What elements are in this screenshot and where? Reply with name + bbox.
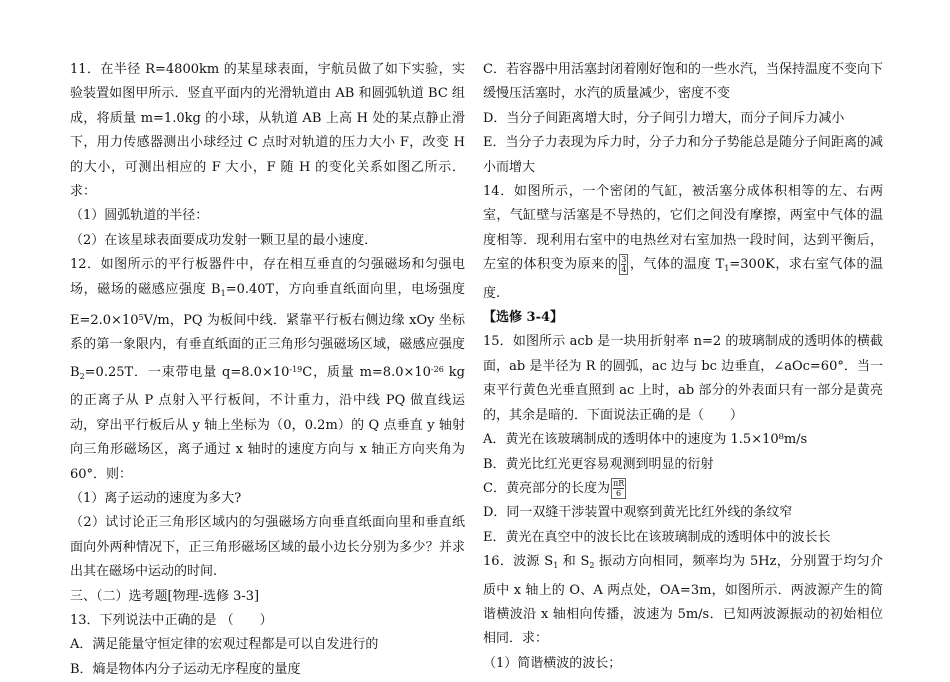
q12-sup-2: -19 xyxy=(289,364,303,374)
q11-part1: （1）圆弧轨道的半径： xyxy=(70,208,209,224)
q12-sub-2: 2 xyxy=(79,371,85,381)
q12-sup-3: -26 xyxy=(430,364,444,374)
q12-sup-1: 5 xyxy=(138,313,144,323)
q11-stem: 11．在半径 R=4800km 的某星球表面，宇航员做了如下实验，实验装置如图甲所示．竖直平面内的光滑轨道由 AB 和圆弧轨道 BC 组成，将质量 m=1.0kg 的小球，从轨道 AB 上高 H 处的某点静止滑下，用力传感器测出小球经过 C 点时对轨道的压力大小 F，改变 H 的大小，可测出相应的 F 大小，F 随 H 的变化关系如图乙所示．求： xyxy=(70,62,465,200)
q16-stem xyxy=(483,550,883,652)
q13-option-a: A．满足能量守恒定律的宏观过程都是可以自发进行的 xyxy=(70,637,379,653)
q16-part1: （1）简谐横波的波长； xyxy=(483,655,622,671)
q13-option-d: D．当分子间距离增大时，分子间引力增大，而分子间斥力减小 xyxy=(483,110,845,126)
q12-sub-1: 1 xyxy=(220,288,226,298)
q12-text-3: V/m，PQ 为板间中线．紧靠平行板右侧边缘 xOy 坐标系的第一象限内，有垂直纸面的正三角形匀强磁场区域，磁感应强度 B xyxy=(70,313,465,380)
q15-option-c-text: C．黄亮部分的长度为 xyxy=(483,480,610,496)
q13-option-e: E．当分子力表现为斥力时，分子力和分子势能总是随分子间距离的减小而增大 xyxy=(483,135,883,175)
q14-text-1: 14．如图所示，一个密闭的气缸，被活塞分成体积相等的左、右两室，气缸壁与活塞是不导热的，它们之间没有摩擦，两室中气体的温度相等．现利用右室中的电热丝对右室加热一段时间，达到平衡后，左室的体积变为原来的 xyxy=(483,184,883,273)
q12-text-1: 12．如图所示的平行板器件中，存在相互垂直的匀强磁场和匀强电场，磁场的磁感应强度 B xyxy=(70,257,465,297)
right-column xyxy=(483,58,883,676)
q12-part2: （2）试讨论正三角形区域内的匀强磁场方向垂直纸面向里和垂直纸面向外两种情况下，正三角形磁场区域的最小边长分别为多少？并求出其在磁场中运动的时间. xyxy=(70,515,465,580)
q15-fraction-den: 6 xyxy=(616,488,622,498)
q13-stem: 13．下列说法中正确的是 （ ） xyxy=(70,612,273,628)
q14-fraction-num: 3 xyxy=(621,255,627,265)
q15-fraction xyxy=(611,478,626,499)
q16-text-3: 振动方向相同，频率均为 5Hz，分别置于均匀介质中 x 轴上的 O、A 两点处，OA=3m，如图所示．两波源产生的简谐横波沿 x 轴相向传播，波速为 5m/s．已知两波源振动的初始相位相同．求： xyxy=(483,554,883,647)
q15-option-b: B．黄光比红光更容易观测到明显的衍射 xyxy=(483,456,714,472)
q16-sub-1: 1 xyxy=(553,561,559,571)
q15-option-e: E．黄光在真空中的波长比在该玻璃制成的透明体中的波长长 xyxy=(483,529,831,545)
q11-part2: （2）在该星球表面要成功发射一颗卫星的最小速度． xyxy=(70,232,378,248)
left-column xyxy=(70,58,465,682)
q15-option-c xyxy=(483,477,883,501)
q16-sub-2: 2 xyxy=(589,561,595,571)
q16-text-2: 和 S xyxy=(558,554,590,570)
q12-text-5: C，质量 m=8.0×10 xyxy=(302,364,431,380)
q14-text-2: ，气体的温度 T xyxy=(629,257,725,273)
q14-fraction-den: 4 xyxy=(621,265,627,275)
q14-fraction xyxy=(619,254,628,275)
q14-text-3: =300K，求右室气体的温度. xyxy=(483,257,883,301)
q14-sub: 1 xyxy=(724,264,730,274)
section-heading-3-3: 三、（二）选考题[物理-选修 3-3] xyxy=(70,588,260,604)
q13-option-c: C．若容器中用活塞封闭着刚好饱和的一些水汽，当保持温度不变向下缓慢压活塞时，水汽的质量减少，密度不变 xyxy=(483,62,883,102)
q12-text-2: =0.40T，方向垂直纸面向里，电场强度 E=2.0×10 xyxy=(70,281,466,329)
q15-option-d: D．同一双缝干涉装置中观察到黄光比红外线的条纹窄 xyxy=(483,505,793,521)
q12-text-6: kg 的正离子从 P 点射入平行板间，不计重力，沿中线 PQ 做直线运动，穿出平行板后从 y 轴上坐标为（0，0.2m）的 Q 点垂直 y 轴射向三角形磁场区，离子通过 x 轴时的速度方向与 x 轴正方向夹角为 60°．则： xyxy=(70,364,465,482)
q16-text-1: 16．波源 S xyxy=(483,554,554,570)
q15-option-a: A．黄光在该玻璃制成的透明体中的速度为 1.5×10⁸m/s xyxy=(483,432,808,448)
q12-text-4: =0.25T．一束带电量 q=8.0×10 xyxy=(84,364,290,380)
q12-part1: （1）离子运动的速度为多大? xyxy=(70,490,242,506)
q12-stem xyxy=(70,253,465,487)
q14-stem xyxy=(483,180,883,306)
section-heading-3-4: 【选修 3-4】 xyxy=(483,310,564,326)
q15-fraction-num: πR xyxy=(612,478,625,488)
q13-option-b: B．熵是物体内分子运动无序程度的量度 xyxy=(70,661,301,677)
q15-stem: 15．如图所示 acb 是一块用折射率 n=2 的玻璃制成的透明体的横截面，ab 是半径为 R 的圆弧，ac 边与 bc 边垂直，∠aOc=60°．当一束平行黄色光垂直照到 ac 上时，ab 部分的外表面只有一部分是黄亮的，其余是暗的．下面说法正确的是（ ） xyxy=(483,334,883,423)
